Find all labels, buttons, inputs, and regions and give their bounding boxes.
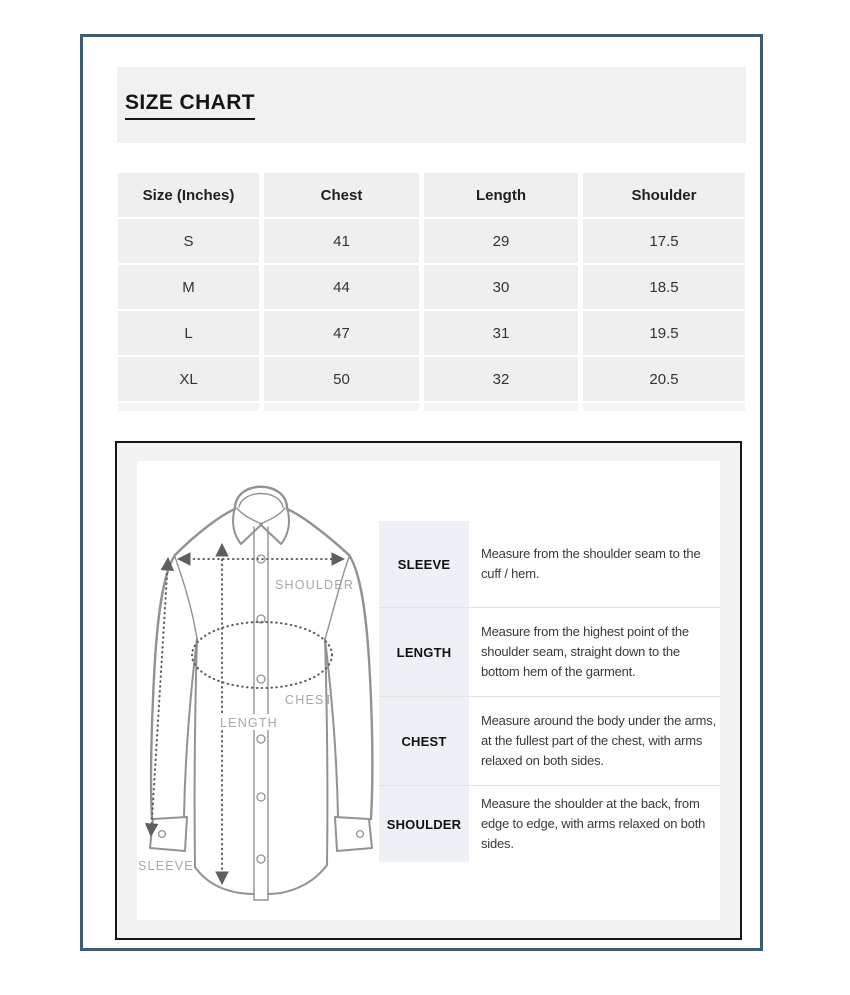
definition-row-chest — [379, 696, 720, 785]
measurement-definitions-table — [379, 521, 720, 862]
table-cell-length-xl: 32 — [424, 357, 578, 401]
table-cell-length-m: 30 — [424, 265, 578, 309]
definition-row-shoulder — [379, 785, 720, 862]
column-header-shoulder: Shoulder — [583, 173, 745, 217]
chest-diagram-label: CHEST — [285, 693, 334, 707]
table-cell-shoulder-xl: 20.5 — [583, 357, 745, 401]
measurement-guide-panel — [115, 441, 742, 940]
size-table — [118, 173, 745, 411]
title-bar — [117, 67, 746, 143]
table-cell-chest-l: 47 — [264, 311, 419, 355]
table-cell-size-m: M — [118, 265, 259, 309]
measurement-guide-content — [137, 461, 720, 920]
table-footer-strip — [424, 403, 578, 411]
table-cell-chest-xl: 50 — [264, 357, 419, 401]
table-footer-strip — [264, 403, 419, 411]
table-cell-size-xl: XL — [118, 357, 259, 401]
size-chart-card — [80, 34, 763, 951]
definition-row-sleeve — [379, 521, 720, 607]
shirt-measurement-diagram — [137, 467, 387, 914]
table-cell-length-l: 31 — [424, 311, 578, 355]
table-cell-shoulder-s: 17.5 — [583, 219, 745, 263]
table-footer-strip — [583, 403, 745, 411]
table-cell-chest-m: 44 — [264, 265, 419, 309]
page-title: SIZE CHART — [125, 91, 255, 120]
definition-description-shoulder: Measure the shoulder at the back, from edge to edge, with arms relaxed on both sides. — [481, 795, 706, 852]
table-cell-shoulder-l: 19.5 — [583, 311, 745, 355]
column-header-length: Length — [424, 173, 578, 217]
table-cell-size-s: S — [118, 219, 259, 263]
definition-row-length — [379, 607, 720, 696]
definition-term-length: LENGTH — [379, 608, 469, 696]
definition-term-shoulder: SHOULDER — [379, 786, 469, 862]
column-header-chest: Chest — [264, 173, 419, 217]
table-footer-strip — [118, 403, 259, 411]
definition-description-chest: Measure around the body under the arms, at the fullest part of the chest, with arms relaxed on both sides. — [481, 712, 717, 769]
length-diagram-label: LENGTH — [220, 716, 278, 730]
shoulder-diagram-label: SHOULDER — [275, 578, 355, 592]
sleeve-diagram-label: SLEEVE — [138, 859, 194, 873]
definition-term-sleeve: SLEEVE — [379, 521, 469, 607]
table-cell-chest-s: 41 — [264, 219, 419, 263]
column-header-size: Size (Inches) — [118, 173, 259, 217]
definition-term-chest: CHEST — [379, 697, 469, 785]
definition-description-length: Measure from the highest point of the shoulder seam, straight down to the bottom hem of the garment. — [481, 623, 689, 680]
definition-description-sleeve: Measure from the shoulder seam to the cuff / hem. — [481, 545, 701, 581]
table-cell-size-l: L — [118, 311, 259, 355]
table-cell-length-s: 29 — [424, 219, 578, 263]
table-cell-shoulder-m: 18.5 — [583, 265, 745, 309]
